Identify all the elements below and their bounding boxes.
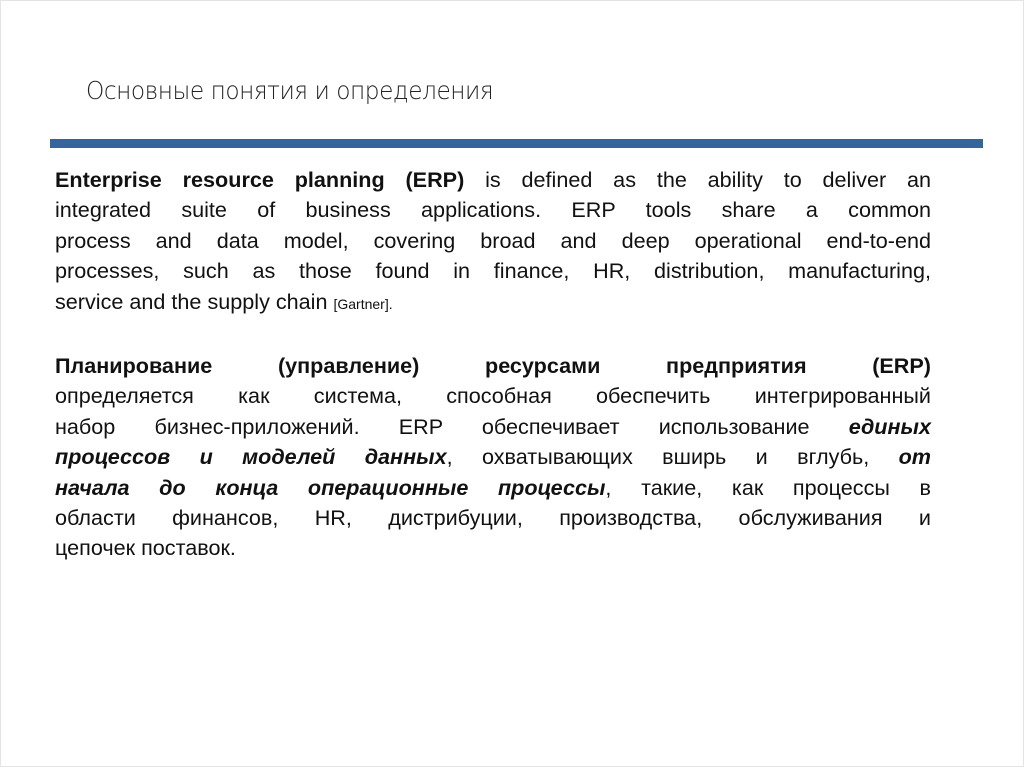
body-text: integrated suite of business applications. ERP tools share a common <box>55 197 931 223</box>
title-divider <box>50 139 983 148</box>
emphasis-text: Enterprise resource planning (ERP) <box>55 167 465 192</box>
body-text: определяется как система, способная обеспечить интегрированный <box>55 383 931 409</box>
emphasis-text: процессов и моделей данных <box>55 444 447 470</box>
text-line <box>55 256 931 286</box>
text-line <box>55 226 931 256</box>
emphasis-text: Планирование (управление) ресурсами предприятия (ERP) <box>55 353 931 378</box>
text-line <box>55 287 931 317</box>
erp-definition-english <box>55 165 931 317</box>
citation: [Gartner]. <box>333 295 393 312</box>
text-line <box>55 533 931 563</box>
text-line <box>55 195 931 225</box>
body-text: service and the supply chain <box>55 288 334 314</box>
text-line <box>55 381 931 411</box>
text-line <box>55 473 931 503</box>
text-line <box>55 442 931 472</box>
slide-title: Основные понятия и определения <box>86 76 494 105</box>
body-text: цепочек поставок. <box>55 535 236 561</box>
text-line <box>55 503 931 533</box>
text-line <box>55 412 931 442</box>
body-text: области финансов, HR, дистрибуции, производства, обслуживания и <box>55 504 931 530</box>
body-text: , такие, как процессы в <box>605 474 932 500</box>
text-line <box>55 351 931 381</box>
erp-definition-russian <box>55 351 931 564</box>
text-line <box>55 165 931 195</box>
body-text: processes, such as those found in finance, HR, distribution, manufacturing, <box>55 258 931 284</box>
body-text: process and data model, covering broad and deep operational end-to-end <box>55 227 931 253</box>
emphasis-text: начала до конца операционные процессы <box>55 474 606 500</box>
body-text: набор бизнес-приложений. ERP обеспечивает использование <box>55 413 849 439</box>
body-text: , охватывающих вширь и вглубь, <box>446 444 899 470</box>
emphasis-text: от <box>898 444 931 470</box>
emphasis-text: единых <box>848 413 931 439</box>
body-text: is defined as the ability to deliver an <box>464 167 931 192</box>
